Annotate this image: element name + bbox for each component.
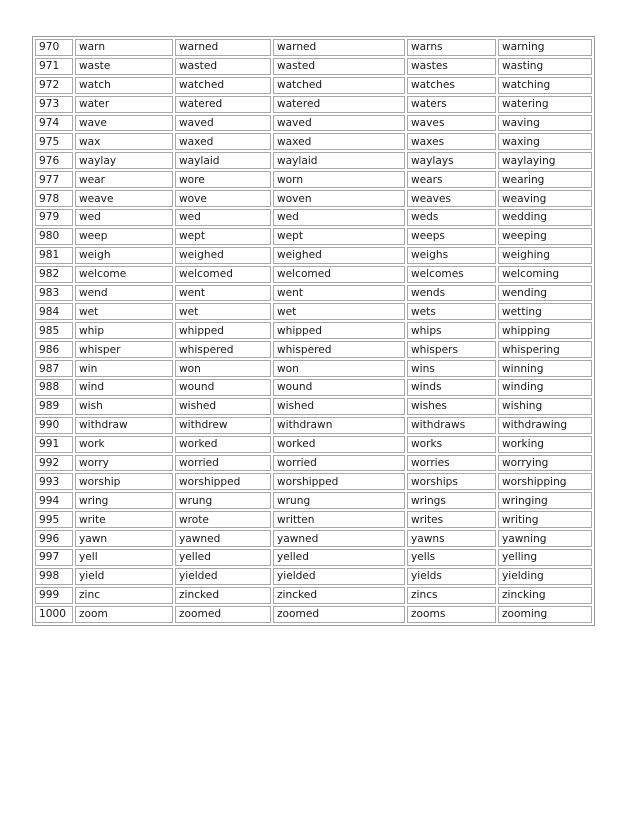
cell-past-participle: waved [273, 115, 405, 132]
cell-third-person: waxes [407, 133, 496, 150]
cell-past-simple: yielded [175, 568, 271, 585]
table-row [35, 171, 592, 188]
cell-base-form: wind [75, 379, 173, 396]
cell-third-person: welcomes [407, 266, 496, 283]
cell-past-simple: welcomed [175, 266, 271, 283]
table-row [35, 606, 592, 623]
cell-past-participle: warned [273, 39, 405, 56]
cell-past-participle: worshipped [273, 473, 405, 490]
cell-base-form: win [75, 360, 173, 377]
cell-base-form: warn [75, 39, 173, 56]
cell-present-participle: wetting [498, 303, 592, 320]
cell-third-person: yawns [407, 530, 496, 547]
table-row [35, 228, 592, 245]
table-row [35, 549, 592, 566]
cell-row-number: 970 [35, 39, 73, 56]
cell-row-number: 971 [35, 58, 73, 75]
table-row [35, 77, 592, 94]
cell-present-participle: worshipping [498, 473, 592, 490]
cell-past-simple: waxed [175, 133, 271, 150]
cell-base-form: yell [75, 549, 173, 566]
cell-third-person: wrings [407, 492, 496, 509]
table-row [35, 96, 592, 113]
cell-row-number: 996 [35, 530, 73, 547]
cell-third-person: works [407, 436, 496, 453]
verb-forms-table [32, 36, 595, 626]
cell-base-form: wave [75, 115, 173, 132]
cell-row-number: 986 [35, 341, 73, 358]
cell-present-participle: writing [498, 511, 592, 528]
table-row [35, 473, 592, 490]
cell-past-participle: woven [273, 190, 405, 207]
cell-present-participle: whispering [498, 341, 592, 358]
cell-present-participle: welcoming [498, 266, 592, 283]
table-row [35, 115, 592, 132]
cell-row-number: 974 [35, 115, 73, 132]
cell-past-simple: warned [175, 39, 271, 56]
cell-past-participle: whispered [273, 341, 405, 358]
cell-third-person: wends [407, 285, 496, 302]
cell-row-number: 981 [35, 247, 73, 264]
cell-past-participle: withdrawn [273, 417, 405, 434]
cell-third-person: weeps [407, 228, 496, 245]
cell-third-person: waters [407, 96, 496, 113]
cell-past-participle: zoomed [273, 606, 405, 623]
cell-row-number: 973 [35, 96, 73, 113]
cell-past-simple: whipped [175, 322, 271, 339]
cell-third-person: waves [407, 115, 496, 132]
cell-third-person: wastes [407, 58, 496, 75]
cell-past-participle: wished [273, 398, 405, 415]
cell-present-participle: watering [498, 96, 592, 113]
cell-past-participle: yelled [273, 549, 405, 566]
cell-third-person: weds [407, 209, 496, 226]
cell-base-form: wend [75, 285, 173, 302]
cell-present-participle: zincking [498, 587, 592, 604]
cell-row-number: 993 [35, 473, 73, 490]
table-row [35, 266, 592, 283]
table-row [35, 568, 592, 585]
cell-base-form: whip [75, 322, 173, 339]
cell-past-simple: zincked [175, 587, 271, 604]
cell-row-number: 989 [35, 398, 73, 415]
cell-base-form: yawn [75, 530, 173, 547]
cell-present-participle: wishing [498, 398, 592, 415]
cell-present-participle: weighing [498, 247, 592, 264]
cell-past-simple: wished [175, 398, 271, 415]
table-row [35, 379, 592, 396]
cell-past-simple: worshipped [175, 473, 271, 490]
cell-present-participle: waving [498, 115, 592, 132]
table-row [35, 133, 592, 150]
table-row [35, 58, 592, 75]
cell-present-participle: yelling [498, 549, 592, 566]
cell-third-person: wears [407, 171, 496, 188]
cell-past-simple: wed [175, 209, 271, 226]
cell-past-simple: waved [175, 115, 271, 132]
cell-base-form: welcome [75, 266, 173, 283]
cell-base-form: wax [75, 133, 173, 150]
cell-past-participle: wept [273, 228, 405, 245]
cell-present-participle: withdrawing [498, 417, 592, 434]
table-row [35, 247, 592, 264]
cell-row-number: 988 [35, 379, 73, 396]
cell-third-person: wins [407, 360, 496, 377]
cell-base-form: worship [75, 473, 173, 490]
table-row [35, 530, 592, 547]
cell-past-participle: waxed [273, 133, 405, 150]
cell-past-simple: wound [175, 379, 271, 396]
cell-third-person: waylays [407, 152, 496, 169]
cell-present-participle: worrying [498, 455, 592, 472]
cell-row-number: 977 [35, 171, 73, 188]
cell-third-person: zooms [407, 606, 496, 623]
cell-base-form: wed [75, 209, 173, 226]
cell-past-participle: watched [273, 77, 405, 94]
cell-present-participle: wedding [498, 209, 592, 226]
cell-past-participle: wasted [273, 58, 405, 75]
cell-third-person: writes [407, 511, 496, 528]
cell-past-participle: worn [273, 171, 405, 188]
cell-row-number: 979 [35, 209, 73, 226]
cell-past-simple: watched [175, 77, 271, 94]
cell-present-participle: wearing [498, 171, 592, 188]
cell-present-participle: winning [498, 360, 592, 377]
cell-third-person: worries [407, 455, 496, 472]
cell-row-number: 972 [35, 77, 73, 94]
cell-row-number: 975 [35, 133, 73, 150]
cell-base-form: waste [75, 58, 173, 75]
cell-present-participle: watching [498, 77, 592, 94]
cell-past-participle: worked [273, 436, 405, 453]
cell-third-person: weighs [407, 247, 496, 264]
cell-third-person: whips [407, 322, 496, 339]
cell-past-participle: yawned [273, 530, 405, 547]
cell-base-form: zoom [75, 606, 173, 623]
cell-base-form: wear [75, 171, 173, 188]
cell-base-form: yield [75, 568, 173, 585]
cell-present-participle: waylaying [498, 152, 592, 169]
cell-base-form: wish [75, 398, 173, 415]
cell-past-participle: waylaid [273, 152, 405, 169]
cell-third-person: whispers [407, 341, 496, 358]
cell-third-person: winds [407, 379, 496, 396]
cell-present-participle: winding [498, 379, 592, 396]
cell-past-simple: wrote [175, 511, 271, 528]
cell-past-participle: zincked [273, 587, 405, 604]
cell-past-participle: whipped [273, 322, 405, 339]
table-row [35, 190, 592, 207]
cell-present-participle: yawning [498, 530, 592, 547]
cell-present-participle: wasting [498, 58, 592, 75]
table-row [35, 360, 592, 377]
cell-row-number: 984 [35, 303, 73, 320]
cell-base-form: watch [75, 77, 173, 94]
cell-past-participle: weighed [273, 247, 405, 264]
cell-past-simple: yawned [175, 530, 271, 547]
cell-past-participle: wound [273, 379, 405, 396]
cell-past-simple: yelled [175, 549, 271, 566]
cell-past-participle: wet [273, 303, 405, 320]
cell-past-simple: watered [175, 96, 271, 113]
cell-base-form: worry [75, 455, 173, 472]
cell-past-simple: wore [175, 171, 271, 188]
cell-base-form: waylay [75, 152, 173, 169]
table-row [35, 341, 592, 358]
cell-third-person: zincs [407, 587, 496, 604]
cell-third-person: watches [407, 77, 496, 94]
cell-present-participle: warning [498, 39, 592, 56]
cell-third-person: wets [407, 303, 496, 320]
cell-third-person: yields [407, 568, 496, 585]
cell-base-form: write [75, 511, 173, 528]
cell-present-participle: waxing [498, 133, 592, 150]
cell-past-simple: wasted [175, 58, 271, 75]
cell-past-simple: went [175, 285, 271, 302]
cell-present-participle: whipping [498, 322, 592, 339]
cell-past-simple: wet [175, 303, 271, 320]
cell-past-participle: watered [273, 96, 405, 113]
verb-table-page [32, 36, 595, 626]
cell-base-form: weigh [75, 247, 173, 264]
table-row [35, 152, 592, 169]
cell-row-number: 1000 [35, 606, 73, 623]
cell-past-participle: written [273, 511, 405, 528]
cell-row-number: 980 [35, 228, 73, 245]
cell-row-number: 978 [35, 190, 73, 207]
cell-base-form: wring [75, 492, 173, 509]
cell-present-participle: weeping [498, 228, 592, 245]
cell-row-number: 982 [35, 266, 73, 283]
cell-past-participle: worried [273, 455, 405, 472]
cell-past-simple: whispered [175, 341, 271, 358]
cell-row-number: 997 [35, 549, 73, 566]
table-row [35, 417, 592, 434]
cell-row-number: 992 [35, 455, 73, 472]
cell-row-number: 995 [35, 511, 73, 528]
cell-past-participle: yielded [273, 568, 405, 585]
cell-past-simple: wove [175, 190, 271, 207]
table-row [35, 455, 592, 472]
cell-past-participle: welcomed [273, 266, 405, 283]
cell-row-number: 985 [35, 322, 73, 339]
cell-past-participle: wed [273, 209, 405, 226]
cell-row-number: 994 [35, 492, 73, 509]
cell-past-participle: went [273, 285, 405, 302]
cell-past-simple: waylaid [175, 152, 271, 169]
table-row [35, 39, 592, 56]
cell-present-participle: weaving [498, 190, 592, 207]
cell-present-participle: wending [498, 285, 592, 302]
cell-past-simple: wept [175, 228, 271, 245]
cell-row-number: 999 [35, 587, 73, 604]
table-row [35, 209, 592, 226]
cell-third-person: worships [407, 473, 496, 490]
cell-row-number: 998 [35, 568, 73, 585]
cell-base-form: whisper [75, 341, 173, 358]
table-row [35, 398, 592, 415]
cell-row-number: 983 [35, 285, 73, 302]
cell-third-person: warns [407, 39, 496, 56]
cell-base-form: weep [75, 228, 173, 245]
table-row [35, 436, 592, 453]
cell-third-person: wishes [407, 398, 496, 415]
cell-present-participle: zooming [498, 606, 592, 623]
cell-third-person: withdraws [407, 417, 496, 434]
cell-past-simple: won [175, 360, 271, 377]
cell-row-number: 976 [35, 152, 73, 169]
cell-row-number: 987 [35, 360, 73, 377]
cell-past-simple: wrung [175, 492, 271, 509]
cell-past-simple: weighed [175, 247, 271, 264]
verb-table-body [35, 39, 592, 623]
table-row [35, 492, 592, 509]
cell-past-participle: wrung [273, 492, 405, 509]
cell-row-number: 990 [35, 417, 73, 434]
cell-base-form: work [75, 436, 173, 453]
table-row [35, 303, 592, 320]
cell-base-form: withdraw [75, 417, 173, 434]
cell-past-simple: worried [175, 455, 271, 472]
cell-present-participle: yielding [498, 568, 592, 585]
cell-past-simple: withdrew [175, 417, 271, 434]
table-row [35, 322, 592, 339]
cell-present-participle: working [498, 436, 592, 453]
cell-base-form: weave [75, 190, 173, 207]
cell-past-simple: zoomed [175, 606, 271, 623]
cell-third-person: yells [407, 549, 496, 566]
table-row [35, 511, 592, 528]
cell-past-participle: won [273, 360, 405, 377]
table-row [35, 285, 592, 302]
cell-present-participle: wringing [498, 492, 592, 509]
cell-base-form: water [75, 96, 173, 113]
cell-past-simple: worked [175, 436, 271, 453]
cell-third-person: weaves [407, 190, 496, 207]
cell-row-number: 991 [35, 436, 73, 453]
cell-base-form: wet [75, 303, 173, 320]
cell-base-form: zinc [75, 587, 173, 604]
table-row [35, 587, 592, 604]
